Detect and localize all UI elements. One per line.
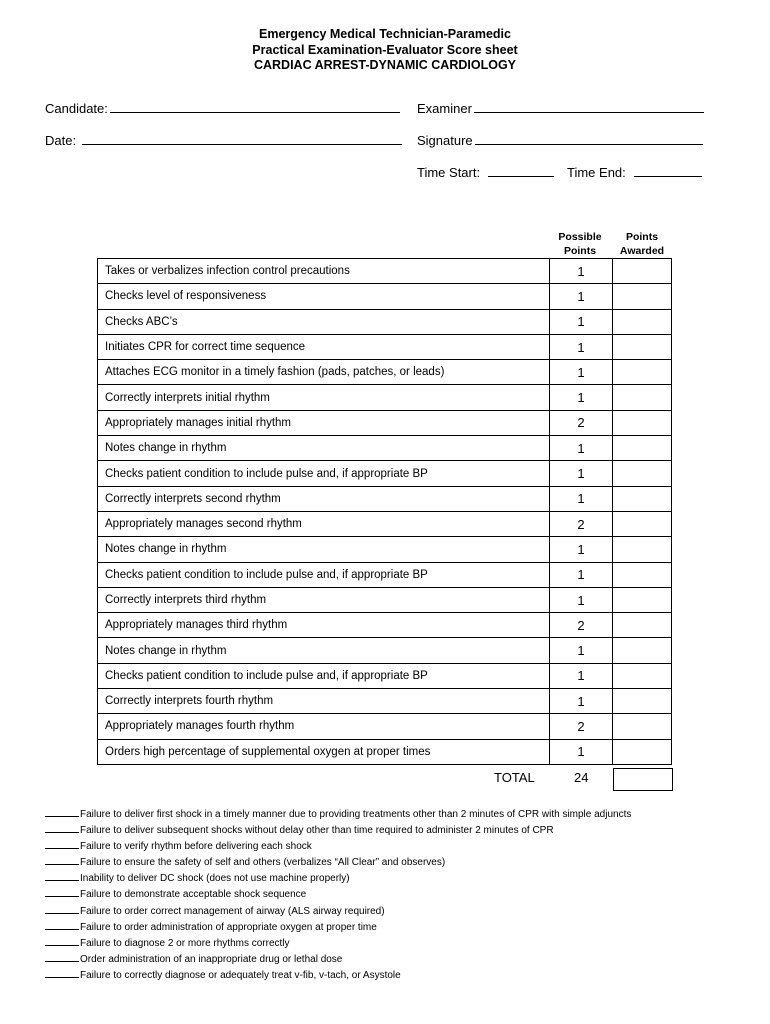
time-start-field[interactable] <box>417 164 554 180</box>
criteria-check-blank[interactable] <box>45 968 79 978</box>
signature-field[interactable] <box>417 132 703 148</box>
possible-points-cell: 1 <box>550 562 613 587</box>
possible-points-cell: 1 <box>550 284 613 309</box>
criteria-text: Failure to correctly diagnose or adequately treat v-fib, v-tach, or Asystole <box>80 969 401 981</box>
points-awarded-cell[interactable] <box>613 689 672 714</box>
points-awarded-header-line1: Points <box>625 231 659 243</box>
criteria-text: Failure to diagnose 2 or more rhythms correctly <box>80 937 290 949</box>
criteria-text: Failure to order administration of appropriate oxygen at proper time <box>80 921 377 933</box>
item-description: Checks patient condition to include pulse and, if appropriate BP <box>98 461 550 486</box>
possible-points-cell: 2 <box>550 410 613 435</box>
item-description: Correctly interprets initial rhythm <box>98 385 550 410</box>
time-end-field[interactable] <box>567 164 702 180</box>
criteria-text: Failure to ensure the safety of self and others (verbalizes “All Clear” and observes) <box>80 857 446 869</box>
date-label: Date: <box>45 133 77 148</box>
points-awarded-cell[interactable] <box>613 436 672 461</box>
criteria-check-blank[interactable] <box>45 823 79 833</box>
points-awarded-cell[interactable] <box>613 334 672 359</box>
date-blank[interactable] <box>82 132 402 145</box>
criteria-text: Failure to deliver subsequent shocks without delay other than time required to administer 2 minutes of CPR <box>80 825 554 837</box>
critical-criteria-item <box>45 936 631 952</box>
criteria-check-blank[interactable] <box>45 855 79 865</box>
possible-points-cell: 1 <box>550 334 613 359</box>
examiner-field[interactable] <box>417 100 704 116</box>
possible-points-cell: 1 <box>550 385 613 410</box>
item-description: Checks patient condition to include pulse and, if appropriate BP <box>98 663 550 688</box>
points-awarded-cell[interactable] <box>613 309 672 334</box>
time-start-blank[interactable] <box>488 164 554 177</box>
time-start-label: Time Start: <box>417 165 481 180</box>
criteria-check-blank[interactable] <box>45 839 79 849</box>
points-awarded-header-line2: Awarded <box>619 245 665 257</box>
header-subtitle: Practical Examination-Evaluator Score sheet <box>252 42 518 57</box>
criteria-text: Inability to deliver DC shock (does not use machine properly) <box>80 873 350 885</box>
score-table <box>97 258 672 765</box>
possible-points-cell: 1 <box>550 537 613 562</box>
points-awarded-cell[interactable] <box>613 259 672 284</box>
table-row <box>98 562 672 587</box>
possible-points-header-line1: Possible <box>558 231 602 243</box>
item-description: Correctly interprets third rhythm <box>98 587 550 612</box>
points-awarded-cell[interactable] <box>613 638 672 663</box>
table-row <box>98 385 672 410</box>
table-row <box>98 360 672 385</box>
table-row <box>98 739 672 764</box>
points-awarded-cell[interactable] <box>613 385 672 410</box>
possible-points-cell: 1 <box>550 259 613 284</box>
candidate-blank[interactable] <box>110 100 400 113</box>
possible-points-cell: 1 <box>550 309 613 334</box>
critical-criteria-list <box>45 807 631 984</box>
possible-points-cell: 2 <box>550 511 613 536</box>
item-description: Attaches ECG monitor in a timely fashion (pads, patches, or leads) <box>98 360 550 385</box>
critical-criteria-item <box>45 920 631 936</box>
points-awarded-cell[interactable] <box>613 486 672 511</box>
critical-criteria-item <box>45 839 631 855</box>
criteria-check-blank[interactable] <box>45 904 79 914</box>
item-description: Takes or verbalizes infection control precautions <box>98 259 550 284</box>
possible-points-cell: 1 <box>550 689 613 714</box>
header-station: CARDIAC ARREST-DYNAMIC CARDIOLOGY <box>253 58 517 72</box>
table-row <box>98 410 672 435</box>
table-row <box>98 663 672 688</box>
possible-points-cell: 2 <box>550 714 613 739</box>
possible-points-cell: 1 <box>550 486 613 511</box>
item-description: Appropriately manages third rhythm <box>98 613 550 638</box>
critical-criteria-item <box>45 823 631 839</box>
item-description: Appropriately manages fourth rhythm <box>98 714 550 739</box>
critical-criteria-item <box>45 952 631 968</box>
signature-blank[interactable] <box>475 132 703 145</box>
signature-label: Signature <box>417 133 473 148</box>
criteria-text: Failure to demonstrate acceptable shock sequence <box>80 889 307 901</box>
table-row <box>98 537 672 562</box>
item-description: Appropriately manages initial rhythm <box>98 410 550 435</box>
date-field[interactable] <box>45 132 402 148</box>
item-description: Checks patient condition to include pulse and, if appropriate BP <box>98 562 550 587</box>
header-title: Emergency Medical Technician-Paramedic <box>259 27 511 41</box>
item-description: Initiates CPR for correct time sequence <box>98 334 550 359</box>
points-awarded-cell[interactable] <box>613 284 672 309</box>
criteria-text: Order administration of an inappropriate drug or lethal dose <box>80 953 343 965</box>
table-row <box>98 689 672 714</box>
candidate-label: Candidate: <box>45 101 108 116</box>
criteria-check-blank[interactable] <box>45 952 79 962</box>
critical-criteria-item <box>45 855 631 871</box>
examiner-blank[interactable] <box>474 100 704 113</box>
item-description: Checks ABC’s <box>98 309 550 334</box>
document-header <box>0 27 770 74</box>
item-description: Correctly interprets fourth rhythm <box>98 689 550 714</box>
points-awarded-cell[interactable] <box>613 613 672 638</box>
critical-criteria-item <box>45 904 631 920</box>
time-end-blank[interactable] <box>634 164 702 177</box>
table-row <box>98 486 672 511</box>
possible-points-header <box>549 230 611 258</box>
table-row <box>98 511 672 536</box>
criteria-text: Failure to order correct management of airway (ALS airway required) <box>80 905 385 917</box>
possible-points-cell: 1 <box>550 461 613 486</box>
points-awarded-cell[interactable] <box>613 562 672 587</box>
points-awarded-cell[interactable] <box>613 511 672 536</box>
table-row <box>98 714 672 739</box>
points-awarded-cell[interactable] <box>613 410 672 435</box>
critical-criteria-item <box>45 807 631 823</box>
criteria-check-blank[interactable] <box>45 871 79 881</box>
criteria-check-blank[interactable] <box>45 887 79 897</box>
table-row <box>98 309 672 334</box>
total-awarded-box[interactable] <box>613 768 673 791</box>
possible-points-cell: 2 <box>550 613 613 638</box>
points-awarded-cell[interactable] <box>613 714 672 739</box>
points-awarded-cell[interactable] <box>613 537 672 562</box>
item-description: Checks level of responsiveness <box>98 284 550 309</box>
item-description: Notes change in rhythm <box>98 537 550 562</box>
possible-points-cell: 1 <box>550 638 613 663</box>
possible-points-header-line2: Points <box>563 245 597 257</box>
criteria-check-blank[interactable] <box>45 936 79 946</box>
item-description: Orders high percentage of supplemental oxygen at proper times <box>98 739 550 764</box>
criteria-text: Failure to deliver first shock in a timely manner due to providing treatments other than 2 minutes of CPR with simple adjuncts <box>80 809 632 820</box>
possible-points-cell: 1 <box>550 360 613 385</box>
total-label: TOTAL <box>494 770 535 785</box>
criteria-check-blank[interactable] <box>45 807 79 817</box>
possible-points-cell: 1 <box>550 587 613 612</box>
table-row <box>98 587 672 612</box>
table-row <box>98 284 672 309</box>
total-possible-points: 24 <box>574 770 589 785</box>
points-awarded-header <box>612 230 672 258</box>
item-description: Appropriately manages second rhythm <box>98 511 550 536</box>
possible-points-cell: 1 <box>550 436 613 461</box>
critical-criteria-item <box>45 968 631 984</box>
item-description: Correctly interprets second rhythm <box>98 486 550 511</box>
points-awarded-cell[interactable] <box>613 360 672 385</box>
criteria-check-blank[interactable] <box>45 920 79 930</box>
table-row <box>98 638 672 663</box>
item-description: Notes change in rhythm <box>98 638 550 663</box>
time-end-label: Time End: <box>567 165 626 180</box>
points-awarded-cell[interactable] <box>613 461 672 486</box>
critical-criteria-item <box>45 887 631 903</box>
table-row <box>98 334 672 359</box>
possible-points-cell: 1 <box>550 739 613 764</box>
table-row <box>98 259 672 284</box>
points-awarded-cell[interactable] <box>613 587 672 612</box>
examiner-label: Examiner <box>417 101 472 116</box>
total-row <box>0 768 770 790</box>
table-row <box>98 436 672 461</box>
item-description: Notes change in rhythm <box>98 436 550 461</box>
points-awarded-cell[interactable] <box>613 739 672 764</box>
candidate-field[interactable] <box>45 100 400 116</box>
critical-criteria-item <box>45 871 631 887</box>
criteria-text: Failure to verify rhythm before delivering each shock <box>80 841 312 853</box>
points-awarded-cell[interactable] <box>613 663 672 688</box>
table-row <box>98 461 672 486</box>
table-row <box>98 613 672 638</box>
possible-points-cell: 1 <box>550 663 613 688</box>
